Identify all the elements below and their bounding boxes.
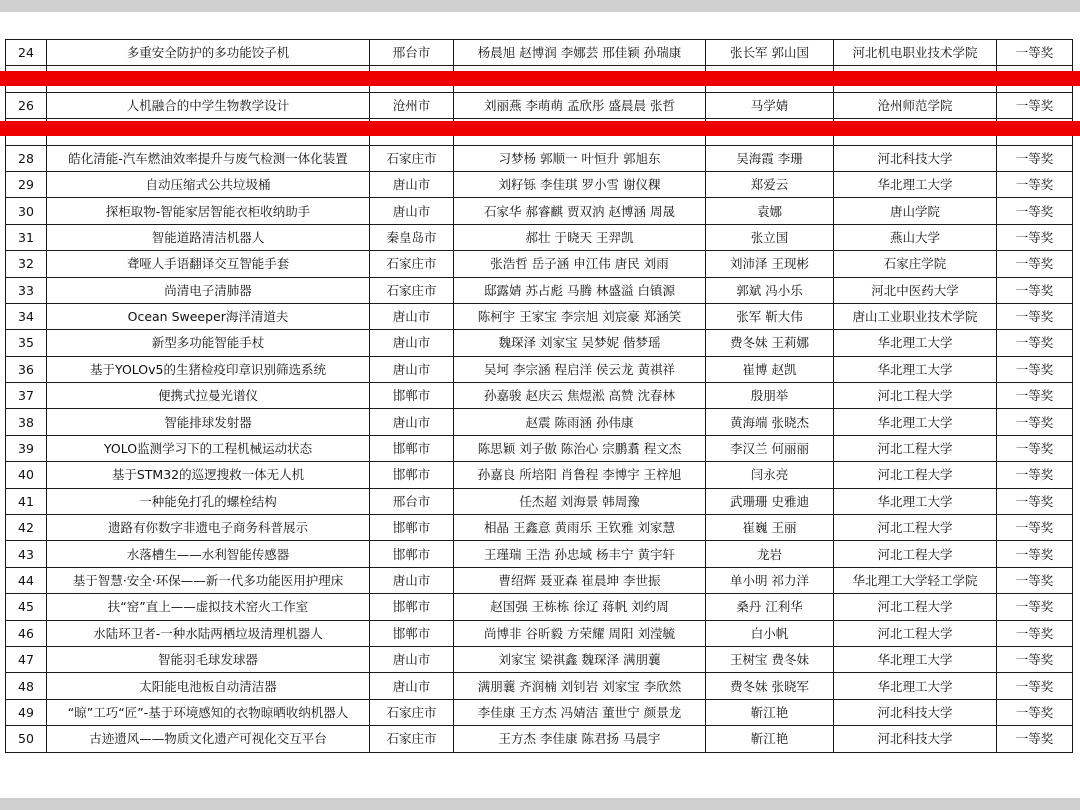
school-name-cell: 河北科技大学 (834, 699, 997, 725)
advisor-names-cell: 崔博 赵凯 (706, 356, 834, 382)
table-row (6, 277, 1073, 303)
advisor-names-cell: 袁娜 (706, 198, 834, 224)
city-cell: 邯郸市 (370, 383, 454, 409)
student-names-cell: 石家华 郝睿麒 贾双汭 赵博涵 周晟 (454, 198, 706, 224)
school-name-cell: 河北机电职业技术学院 (834, 40, 997, 66)
school-name-cell: 石家庄学院 (834, 251, 997, 277)
advisor-names-cell: 靳江艳 (706, 699, 834, 725)
award-level-cell: 一等奖 (997, 303, 1073, 329)
table-row (6, 515, 1073, 541)
table-row (6, 171, 1073, 197)
student-names-cell: 郝壮 于晓天 王羿凯 (454, 224, 706, 250)
school-name-cell: 华北理工大学 (834, 330, 997, 356)
row-number-cell: 49 (6, 699, 47, 725)
school-name-cell: 华北理工大学 (834, 356, 997, 382)
advisor-names-cell: 刘沛泽 王现彬 (706, 251, 834, 277)
student-names-cell: 李佳康 王方杰 冯婧洁 董世宁 颜景龙 (454, 699, 706, 725)
award-level-cell: 一等奖 (997, 330, 1073, 356)
city-cell: 唐山市 (370, 171, 454, 197)
award-level-cell: 一等奖 (997, 171, 1073, 197)
school-name-cell: 华北理工大学 (834, 488, 997, 514)
student-names-cell: 王瑾瑞 王浩 孙忠域 杨丰宁 黄宇轩 (454, 541, 706, 567)
award-level-cell: 一等奖 (997, 567, 1073, 593)
table-row (6, 594, 1073, 620)
student-names-cell: 魏琛泽 刘家宝 吴梦妮 偕梦瑶 (454, 330, 706, 356)
table-row (6, 673, 1073, 699)
student-names-cell: 习梦杨 郭顺一 叶恒升 郭旭东 (454, 145, 706, 171)
project-name-cell: 一种能免打孔的螺栓结构 (47, 488, 370, 514)
award-level-cell: 一等奖 (997, 224, 1073, 250)
award-level-cell: 一等奖 (997, 435, 1073, 461)
student-names-cell: 张浩哲 岳子涵 申江伟 唐民 刘雨 (454, 251, 706, 277)
student-names-cell: 赵震 陈雨涵 孙伟康 (454, 409, 706, 435)
student-names-cell: 刘丽燕 李萌萌 孟欣彤 盛晨晨 张哲 (454, 92, 706, 118)
award-table-body (6, 40, 1073, 753)
school-name-cell: 华北理工大学 (834, 409, 997, 435)
row-number-cell: 26 (6, 92, 47, 118)
award-level-cell: 一等奖 (997, 541, 1073, 567)
row-number-cell: 42 (6, 515, 47, 541)
project-name-cell: 尚清电子清肺器 (47, 277, 370, 303)
row-number-cell: 43 (6, 541, 47, 567)
school-name-cell: 河北工程大学 (834, 435, 997, 461)
student-names-cell: 曹绍辉 聂亚森 崔晨坤 李世振 (454, 567, 706, 593)
city-cell: 唐山市 (370, 567, 454, 593)
row-number-cell: 45 (6, 594, 47, 620)
award-level-cell: 一等奖 (997, 277, 1073, 303)
award-level-cell: 一等奖 (997, 40, 1073, 66)
row-number-cell: 48 (6, 673, 47, 699)
row-number-cell: 46 (6, 620, 47, 646)
advisor-names-cell: 张军 靳大伟 (706, 303, 834, 329)
city-cell: 唐山市 (370, 330, 454, 356)
advisor-names-cell: 桑丹 江利华 (706, 594, 834, 620)
advisor-names-cell: 黄海端 张晓杰 (706, 409, 834, 435)
advisor-names-cell: 张立国 (706, 224, 834, 250)
project-name-cell: 多重安全防护的多功能饺子机 (47, 40, 370, 66)
row-number-cell: 50 (6, 726, 47, 752)
city-cell: 邯郸市 (370, 435, 454, 461)
redaction-bar (0, 71, 1080, 86)
project-name-cell: 扶“窑”直上——虚拟技术窑火工作室 (47, 594, 370, 620)
award-level-cell: 一等奖 (997, 145, 1073, 171)
row-number-cell: 41 (6, 488, 47, 514)
viewer-bottom-margin (0, 798, 1080, 810)
advisor-names-cell: 李汉兰 何丽丽 (706, 435, 834, 461)
row-number-cell: 47 (6, 646, 47, 672)
city-cell: 邯郸市 (370, 515, 454, 541)
project-name-cell: 皓化清能-汽车燃油效率提升与废气检测一体化装置 (47, 145, 370, 171)
project-name-cell: 基于YOLOv5的生猪检疫印章识别筛选系统 (47, 356, 370, 382)
advisor-names-cell: 吴海霞 李珊 (706, 145, 834, 171)
city-cell: 石家庄市 (370, 145, 454, 171)
school-name-cell: 燕山大学 (834, 224, 997, 250)
project-name-cell: 新型多功能智能手杖 (47, 330, 370, 356)
advisor-names-cell: 龙岩 (706, 541, 834, 567)
advisor-names-cell: 张长军 郭山国 (706, 40, 834, 66)
student-names-cell: 刘籽铄 李佳琪 罗小雪 谢仪稞 (454, 171, 706, 197)
student-names-cell: 邸露婧 苏占彪 马腾 林盛溢 白镇源 (454, 277, 706, 303)
table-row (6, 303, 1073, 329)
advisor-names-cell: 郭斌 冯小乐 (706, 277, 834, 303)
row-number-cell: 32 (6, 251, 47, 277)
school-name-cell: 河北工程大学 (834, 541, 997, 567)
student-names-cell: 王方杰 李佳康 陈君扬 马晨宇 (454, 726, 706, 752)
city-cell: 唐山市 (370, 409, 454, 435)
school-name-cell: 华北理工大学 (834, 646, 997, 672)
city-cell: 沧州市 (370, 92, 454, 118)
award-level-cell: 一等奖 (997, 383, 1073, 409)
project-name-cell: 水落槽生——水利智能传感器 (47, 541, 370, 567)
table-row (6, 726, 1073, 752)
row-number-cell: 35 (6, 330, 47, 356)
project-name-cell: 太阳能电池板自动清洁器 (47, 673, 370, 699)
table-row (6, 92, 1073, 118)
table-row (6, 198, 1073, 224)
table-row (6, 488, 1073, 514)
school-name-cell: 河北工程大学 (834, 515, 997, 541)
row-number-cell: 28 (6, 145, 47, 171)
award-level-cell: 一等奖 (997, 92, 1073, 118)
row-number-cell: 24 (6, 40, 47, 66)
award-level-cell: 一等奖 (997, 726, 1073, 752)
row-number-cell: 40 (6, 462, 47, 488)
city-cell: 石家庄市 (370, 277, 454, 303)
advisor-names-cell: 闫永亮 (706, 462, 834, 488)
city-cell: 唐山市 (370, 356, 454, 382)
student-names-cell: 任杰超 刘海景 韩周豫 (454, 488, 706, 514)
table-row (6, 567, 1073, 593)
city-cell: 唐山市 (370, 646, 454, 672)
city-cell: 秦皇岛市 (370, 224, 454, 250)
project-name-cell: 探柜取物-智能家居智能衣柜收纳助手 (47, 198, 370, 224)
city-cell: 邯郸市 (370, 541, 454, 567)
student-names-cell: 吴坷 李宗涵 程启洋 侯云龙 黄祺祥 (454, 356, 706, 382)
row-number-cell: 38 (6, 409, 47, 435)
school-name-cell: 华北理工大学 (834, 673, 997, 699)
city-cell: 石家庄市 (370, 251, 454, 277)
project-name-cell: 基于STM32的巡逻搜救一体无人机 (47, 462, 370, 488)
table-row (6, 251, 1073, 277)
advisor-names-cell: 费冬妹 张晓军 (706, 673, 834, 699)
school-name-cell: 河北中医药大学 (834, 277, 997, 303)
school-name-cell: 河北工程大学 (834, 383, 997, 409)
student-names-cell: 刘家宝 梁祺鑫 魏琛泽 满朋蘘 (454, 646, 706, 672)
project-name-cell: “晾”工巧“匠”-基于环境感知的衣物晾晒收纳机器人 (47, 699, 370, 725)
award-level-cell: 一等奖 (997, 673, 1073, 699)
row-number-cell: 33 (6, 277, 47, 303)
award-level-cell: 一等奖 (997, 409, 1073, 435)
advisor-names-cell: 崔巍 王丽 (706, 515, 834, 541)
school-name-cell: 河北工程大学 (834, 594, 997, 620)
advisor-names-cell: 郑爱云 (706, 171, 834, 197)
school-name-cell: 华北理工大学轻工学院 (834, 567, 997, 593)
table-row (6, 145, 1073, 171)
student-names-cell: 孙嘉骏 赵庆云 焦煜淞 高赞 沈春林 (454, 383, 706, 409)
school-name-cell: 河北工程大学 (834, 462, 997, 488)
award-level-cell: 一等奖 (997, 699, 1073, 725)
viewer-top-margin (0, 0, 1080, 12)
project-name-cell: 人机融合的中学生物教学设计 (47, 92, 370, 118)
school-name-cell: 沧州师范学院 (834, 92, 997, 118)
advisor-names-cell: 单小明 祁力洋 (706, 567, 834, 593)
row-number-cell: 37 (6, 383, 47, 409)
school-name-cell: 唐山工业职业技术学院 (834, 303, 997, 329)
award-level-cell: 一等奖 (997, 356, 1073, 382)
project-name-cell: 智能羽毛球发球器 (47, 646, 370, 672)
table-row (6, 435, 1073, 461)
school-name-cell: 华北理工大学 (834, 171, 997, 197)
award-list-sheet (5, 39, 1072, 753)
student-names-cell: 尚博非 谷昕毅 方荣耀 周阳 刘滢毓 (454, 620, 706, 646)
school-name-cell: 唐山学院 (834, 198, 997, 224)
city-cell: 邢台市 (370, 40, 454, 66)
award-level-cell: 一等奖 (997, 488, 1073, 514)
city-cell: 邯郸市 (370, 620, 454, 646)
city-cell: 石家庄市 (370, 699, 454, 725)
project-name-cell: 智能道路清洁机器人 (47, 224, 370, 250)
city-cell: 唐山市 (370, 303, 454, 329)
project-name-cell: 便携式拉曼光谱仪 (47, 383, 370, 409)
city-cell: 唐山市 (370, 198, 454, 224)
advisor-names-cell: 费冬妹 王莉娜 (706, 330, 834, 356)
award-level-cell: 一等奖 (997, 620, 1073, 646)
city-cell: 邯郸市 (370, 594, 454, 620)
table-row (6, 462, 1073, 488)
city-cell: 邯郸市 (370, 462, 454, 488)
city-cell: 石家庄市 (370, 726, 454, 752)
table-row (6, 383, 1073, 409)
advisor-names-cell: 殷朋举 (706, 383, 834, 409)
award-level-cell: 一等奖 (997, 251, 1073, 277)
table-row (6, 224, 1073, 250)
city-cell: 唐山市 (370, 673, 454, 699)
project-name-cell: Ocean Sweeper海洋清道夫 (47, 303, 370, 329)
project-name-cell: 基于智慧·安全·环保——新一代多功能医用护理床 (47, 567, 370, 593)
student-names-cell: 满朋蘘 齐润楠 刘钊岩 刘家宝 李欣然 (454, 673, 706, 699)
advisor-names-cell: 靳江艳 (706, 726, 834, 752)
table-row (6, 356, 1073, 382)
project-name-cell: 自动压缩式公共垃圾桶 (47, 171, 370, 197)
advisor-names-cell: 马学婧 (706, 92, 834, 118)
award-level-cell: 一等奖 (997, 646, 1073, 672)
table-row (6, 699, 1073, 725)
student-names-cell: 孙嘉良 所培阳 肖鲁程 李博宇 王梓旭 (454, 462, 706, 488)
student-names-cell: 相晶 王鑫意 黄雨乐 王钦雅 刘家慧 (454, 515, 706, 541)
award-level-cell: 一等奖 (997, 594, 1073, 620)
row-number-cell: 39 (6, 435, 47, 461)
school-name-cell: 河北科技大学 (834, 145, 997, 171)
table-row (6, 646, 1073, 672)
row-number-cell: 30 (6, 198, 47, 224)
table-row (6, 330, 1073, 356)
table-row (6, 620, 1073, 646)
row-number-cell: 34 (6, 303, 47, 329)
advisor-names-cell: 白小帆 (706, 620, 834, 646)
city-cell: 邢台市 (370, 488, 454, 514)
award-level-cell: 一等奖 (997, 198, 1073, 224)
table-row (6, 541, 1073, 567)
award-table (5, 39, 1073, 753)
student-names-cell: 杨晨旭 赵博润 李娜芸 邢佳颖 孙瑞康 (454, 40, 706, 66)
redaction-bar (0, 121, 1080, 136)
award-level-cell: 一等奖 (997, 462, 1073, 488)
student-names-cell: 陈思颖 刘子傲 陈治心 宗鹏翥 程文杰 (454, 435, 706, 461)
project-name-cell: 遗路有你数字非遗电子商务科普展示 (47, 515, 370, 541)
student-names-cell: 赵国强 王栋栋 徐辽 蒋帆 刘约周 (454, 594, 706, 620)
table-row (6, 409, 1073, 435)
school-name-cell: 河北科技大学 (834, 726, 997, 752)
table-row (6, 40, 1073, 66)
row-number-cell: 31 (6, 224, 47, 250)
project-name-cell: 水陆环卫者-一种水陆两栖垃圾清理机器人 (47, 620, 370, 646)
row-number-cell: 44 (6, 567, 47, 593)
award-level-cell: 一等奖 (997, 515, 1073, 541)
project-name-cell: 聋哑人手语翻译交互智能手套 (47, 251, 370, 277)
row-number-cell: 29 (6, 171, 47, 197)
row-number-cell: 36 (6, 356, 47, 382)
project-name-cell: YOLO监测学习下的工程机械运动状态 (47, 435, 370, 461)
project-name-cell: 智能排球发射器 (47, 409, 370, 435)
project-name-cell: 古迹遗风——物质文化遗产可视化交互平台 (47, 726, 370, 752)
school-name-cell: 河北工程大学 (834, 620, 997, 646)
advisor-names-cell: 王树宝 费冬妹 (706, 646, 834, 672)
advisor-names-cell: 武珊珊 史雅迪 (706, 488, 834, 514)
student-names-cell: 陈柯宇 王家宝 李宗旭 刘宸豪 郑涵笑 (454, 303, 706, 329)
